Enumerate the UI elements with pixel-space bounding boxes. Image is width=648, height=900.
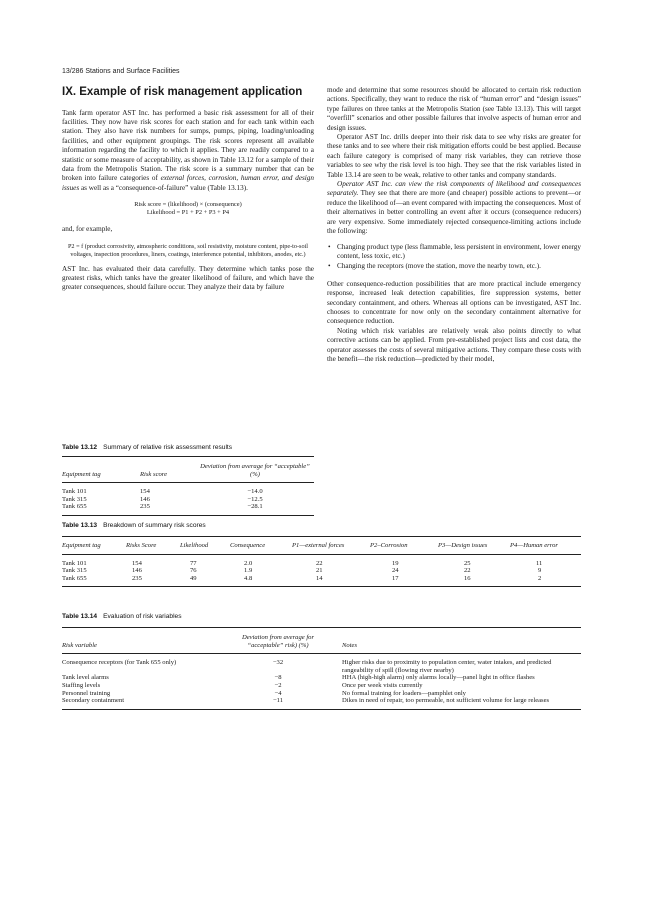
right-paragraph-1: mode and determine that some resources should be allocated to certain risk reduction actions. Specifically, they want to reduce the risk of “human error” and “design issues” type failures on three tanks at the Metropolis Station (see Table 13.13). This will target “overfill” scenarios and other possible failures that involve aspects of human error and design issues. xyxy=(327,86,581,132)
column-header: P3—Design issues xyxy=(438,537,510,555)
running-header: 13/286 Stations and Surface Facilities xyxy=(62,68,180,75)
table-cell: −8 xyxy=(274,674,282,682)
table-cell: 24 xyxy=(392,567,399,575)
table-cell: −11 xyxy=(272,697,284,705)
table-cell: HHA (high-high alarm) only alarms locally—panel light in office flashes xyxy=(342,674,535,682)
table-label: Table 13.13 xyxy=(62,522,98,529)
table-cell: Personnel training xyxy=(62,689,111,697)
table-cell: Tank 655 xyxy=(62,503,87,511)
column-header: P2–Corrosion xyxy=(370,537,438,555)
table-cell: Tank 101 xyxy=(62,488,87,496)
table-row xyxy=(62,697,581,709)
left-paragraph-2: AST Inc. has evaluated their data carefully. They determine which tanks pose the greatest risks, which tanks have the greater likelihood of failure, and which have the greater consequences, should failure occur. They analyze their data by failure xyxy=(62,264,314,292)
bullet-icon: • xyxy=(328,262,331,271)
list-item xyxy=(328,262,581,271)
table-row xyxy=(62,654,581,675)
table-cell: 9 xyxy=(538,567,542,575)
left-paragraph-1-end: as well as a “consequence-of-failure” value (Table 13.13). xyxy=(79,183,248,192)
table-cell: −2 xyxy=(274,681,282,689)
equation-likelihood: Likelihood = P1 + P2 + P3 + P4 xyxy=(146,209,230,217)
column-header: Deviation from average for “acceptable” (%) xyxy=(196,457,314,483)
right-paragraph-2: Operator AST Inc. drills deeper into their risk data to see why risks are greater for these tanks and to see where their risk mitigation efforts could be best applied. Because each failure category is comprised of many risk variables, they can retrieve those variables to see why the risk level is too high. They see that the risk variables listed in Table 13.14 are seen to be weak, relative to other tanks and company standards. xyxy=(327,133,581,179)
table-row xyxy=(62,690,581,698)
left-paragraph-1-emphasis: external forces, corrosion, human error, and design issues xyxy=(62,174,314,192)
table-cell: 154 xyxy=(132,559,142,567)
bullet-text: Changing product type (less flammable, less persistent in environment, lower energy content, less toxic, etc.) xyxy=(337,242,581,260)
table-row xyxy=(62,575,581,587)
section-title: IX. Example of risk management application xyxy=(62,86,303,98)
table-cell: 25 xyxy=(464,559,471,567)
right-column xyxy=(327,86,581,364)
table-cell: Tank 101 xyxy=(62,559,87,567)
column-header: Risk variable xyxy=(62,628,228,654)
table-row xyxy=(62,682,581,690)
equation-p2: P2 = f (product corrosivity, atmospheric conditions, soil resistivity, moisture content, pipe-to-soil voltages, inspection procedures, liners, coatings, interference potential, inhibitors, anodes, etc.) xyxy=(67,242,308,258)
right-paragraph-4: Other consequence-reduction possibilities that are more practical include emergency response, increased leak detection capabilities, fire suppression systems, better secondary containment, and others. Whereas all options can be investigated, AST Inc. chooses to concentrate for now only on the secondary containment alternative for consequence reduction. xyxy=(327,279,581,326)
table-cell: Tank 655 xyxy=(62,574,87,582)
table-cell: 4.8 xyxy=(244,574,253,582)
table-cell: −28.1 xyxy=(247,503,263,511)
table-cell: 2 xyxy=(538,574,542,582)
table-caption: Evaluation of risk variables xyxy=(103,613,182,620)
table-cell: 22 xyxy=(316,559,323,567)
column-header: Deviation from average for “acceptable” risk) (%) xyxy=(228,628,328,654)
table-13-13-caption xyxy=(62,522,206,529)
column-header: Equipment tag xyxy=(62,457,140,483)
table-cell: 146 xyxy=(140,495,150,503)
table-cell: 49 xyxy=(190,574,197,582)
list-item xyxy=(328,242,581,262)
table-cell: 76 xyxy=(190,567,197,575)
table-13-13 xyxy=(62,536,581,587)
right-paragraph-3-emphasis: Operator AST Inc. can view the risk components of likelihood and consequences separately. xyxy=(327,180,581,198)
table-cell: Higher risks due to proximity to population center, water intakes, and predicted rangeability of spill (flowing river nearby) xyxy=(342,659,552,674)
table-cell: Consequence receptors (for Tank 655 only) xyxy=(62,659,177,667)
column-header: P4—Human error xyxy=(510,537,581,555)
and-for-example: and, for example, xyxy=(62,225,113,234)
table-cell: Staffing levels xyxy=(62,681,101,689)
table-cell: 2.0 xyxy=(244,559,253,567)
right-paragraph-3-text: They see that there are more (and cheaper) possible actions to prevent—or reduce the likelihood of—an event compared with impacting the consequences. Most of their alternatives in better controlling an event after it occurs (consequence reducers) are very expensive. Some immediately rejected consequence-limiting actions include the following: xyxy=(327,189,581,236)
table-cell: Secondary containment xyxy=(62,697,125,705)
table-cell: −14.0 xyxy=(247,488,263,496)
table-cell: 14 xyxy=(316,574,323,582)
table-cell: 77 xyxy=(190,559,197,567)
bullet-text: Changing the receptors (move the station, move the nearby town, etc.). xyxy=(337,262,541,271)
table-label: Table 13.14 xyxy=(62,613,98,620)
table-cell: 11 xyxy=(536,559,543,567)
column-header: P1—external forces xyxy=(292,537,370,555)
table-cell: −12.5 xyxy=(247,495,263,503)
table-cell: 16 xyxy=(464,574,471,582)
table-cell: Dikes in need of repair, too permeable, not sufficient volume for large releases xyxy=(342,697,550,705)
left-paragraph-1-text: Tank farm operator AST Inc. has performed a basic risk assessment for all of their facilities. They now have risk scores for each station and for each tank within each station. They also have risk numbers for sumps, pumps, piping, loading/unloading facilities, and other equipment groupings. The risk scores represent all available information regarding the facility to which it applies. They are readily compared to a statistic or some measure of acceptability, as shown in Table 13.12 for a sample of their data from the Metropolis Station. The risk score is a summary number that can be broken into failure categories of xyxy=(62,108,314,183)
column-header: Risk score xyxy=(140,457,196,483)
equation-risk-score: Risk score = (likelihood) × (consequence) xyxy=(134,201,242,209)
left-paragraph-1 xyxy=(62,109,314,194)
bullet-icon: • xyxy=(328,242,331,251)
table-cell: Tank 315 xyxy=(62,495,87,503)
table-cell: 235 xyxy=(132,574,142,582)
table-cell: Tank 315 xyxy=(62,567,87,575)
table-row xyxy=(62,554,581,567)
table-cell: 19 xyxy=(392,559,399,567)
column-header: Equipment tag xyxy=(62,537,126,555)
table-caption: Breakdown of summary risk scores xyxy=(103,522,206,529)
table-row xyxy=(62,496,314,504)
table-row xyxy=(62,483,314,496)
table-cell: 22 xyxy=(464,567,471,575)
column-header: Likelihood xyxy=(180,537,230,555)
left-column xyxy=(62,86,314,293)
table-row xyxy=(62,674,581,682)
column-header: Risks Score xyxy=(126,537,180,555)
table-cell: −4 xyxy=(274,689,282,697)
table-row xyxy=(62,503,314,515)
table-cell: Tank level alarms xyxy=(62,674,109,682)
table-label: Table 13.12 xyxy=(62,444,98,451)
table-caption: Summary of relative risk assessment results xyxy=(103,444,233,451)
table-cell: No formal training for loaders—pamphlet only xyxy=(342,689,466,697)
right-paragraph-3 xyxy=(327,180,581,236)
equation-block xyxy=(62,201,314,217)
table-row xyxy=(62,567,581,575)
table-cell: 235 xyxy=(140,503,150,511)
table-cell: 146 xyxy=(132,567,142,575)
table-cell: 1.9 xyxy=(244,567,253,575)
table-13-12-caption xyxy=(62,444,232,451)
column-header: Consequence xyxy=(230,537,292,555)
column-header: Notes xyxy=(328,628,581,654)
table-13-12 xyxy=(62,456,314,516)
table-cell: −32 xyxy=(272,659,284,667)
table-cell: 21 xyxy=(316,567,323,575)
right-paragraph-5: Noting which risk variables are relatively weak also points directly to what corrective actions can be applied. From pre-established project lists and cost data, the operator assesses the costs of several mitigative actions. They compare these costs with the benefit—the risk reduction—predicted by their model, xyxy=(327,326,581,363)
table-13-14-caption xyxy=(62,613,182,620)
table-cell: 17 xyxy=(392,574,399,582)
table-cell: Once per week visits currently xyxy=(342,681,423,689)
bullet-list xyxy=(327,243,581,272)
table-13-14 xyxy=(62,627,581,710)
table-cell: 154 xyxy=(140,488,150,496)
